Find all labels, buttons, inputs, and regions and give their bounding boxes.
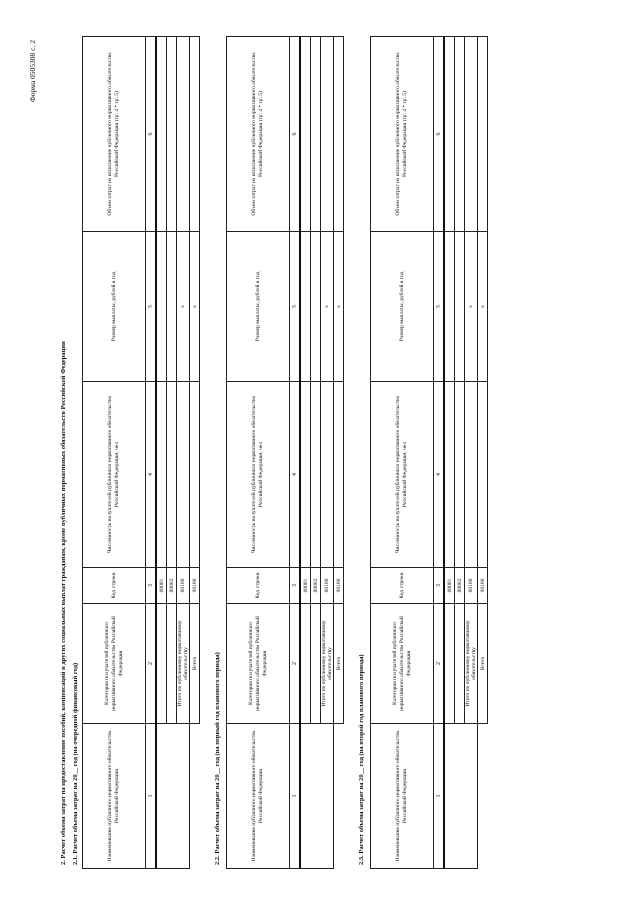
table-row [156, 37, 167, 869]
col-category-header: Категория получателей публичного нормативного обязательства Российской Федерации [227, 604, 290, 724]
col-code-header: Код строки [227, 568, 290, 604]
table-header [83, 37, 146, 869]
x-mark: x [177, 232, 190, 382]
category-cell[interactable] [300, 604, 311, 724]
volume-cell[interactable] [177, 37, 190, 232]
col-amount-header: Размер выплаты, рублей в год [371, 232, 434, 382]
col-num-1: 1 [290, 724, 301, 869]
name-cell[interactable] [156, 724, 190, 869]
calc-table-1 [82, 36, 200, 869]
count-cell[interactable] [311, 382, 321, 568]
total-row [478, 37, 488, 869]
section-title-1: 2.1. Расчет объема затрат на 20__ год (на очередной финансовый год) [72, 662, 79, 865]
calc-table-3 [370, 36, 488, 869]
col-volume-header: Объем затрат на исполнение публичного нормативного обязательства Российской Федерации (гр. 4 * гр. 5) [83, 37, 146, 232]
col-volume-header: Объем затрат на исполнение публичного нормативного обязательства Российской Федерации (гр. 4 * гр. 5) [227, 37, 290, 232]
count-cell[interactable] [455, 382, 465, 568]
table-row [444, 37, 455, 869]
main-title: 2. Расчет объема затрат на предоставление пособий, компенсаций и других социальных выплат гражданам, кроме публичных нормативных обязательств Российской Федерации [60, 341, 67, 865]
col-num-1: 1 [434, 724, 445, 869]
count-cell[interactable] [167, 382, 177, 568]
form-code: Форма 0505308 с. 2 [28, 40, 37, 103]
col-name-header: Наименование публичного нормативного обязательства Российской Федерации [371, 724, 434, 869]
volume-cell[interactable] [321, 37, 334, 232]
row-code: 00001 [156, 568, 167, 604]
volume-cell[interactable] [156, 37, 167, 232]
col-num-4: 4 [290, 382, 301, 568]
col-num-6: 6 [434, 37, 445, 232]
column-numbers-row [146, 37, 157, 869]
subtotal-code: 00100 [321, 568, 334, 604]
total-label: Всего [190, 604, 200, 724]
col-name-header: Наименование публичного нормативного обязательства Российской Федерации [83, 724, 146, 869]
volume-cell[interactable] [455, 37, 465, 232]
count-cell[interactable] [177, 382, 190, 568]
table-row [300, 37, 311, 869]
section-title-2: 2.2. Расчет объема затрат на 20__ год (на первый год планового периода) [214, 652, 221, 865]
col-name-header: Наименование публичного нормативного обязательства Российской Федерации [227, 724, 290, 869]
col-num-5: 5 [290, 232, 301, 382]
count-cell[interactable] [334, 382, 344, 568]
col-num-4: 4 [434, 382, 445, 568]
amount-cell[interactable] [300, 232, 311, 382]
row-code: 00002 [455, 568, 465, 604]
col-category-header: Категория получателей публичного нормативного обязательства Российской Федерации [83, 604, 146, 724]
col-category-header: Категория получателей публичного нормативного обязательства Российской Федерации [371, 604, 434, 724]
col-num-3: 3 [146, 568, 157, 604]
col-amount-header: Размер выплаты, рублей в год [83, 232, 146, 382]
name-cell[interactable] [444, 724, 478, 869]
total-label: Всего [478, 604, 488, 724]
volume-cell[interactable] [334, 37, 344, 232]
count-cell[interactable] [444, 382, 455, 568]
x-mark: x [321, 232, 334, 382]
row-code: 00001 [444, 568, 455, 604]
category-cell[interactable] [311, 604, 321, 724]
x-mark: x [334, 232, 344, 382]
volume-cell[interactable] [444, 37, 455, 232]
subtotal-code: 00100 [177, 568, 190, 604]
col-num-4: 4 [146, 382, 157, 568]
subtotal-code: 00100 [465, 568, 478, 604]
x-mark: x [465, 232, 478, 382]
category-cell[interactable] [156, 604, 167, 724]
row-code: 00002 [311, 568, 321, 604]
volume-cell[interactable] [478, 37, 488, 232]
row-code: 00001 [300, 568, 311, 604]
subtotal-label: Итого по публичному нормативному обязательству [177, 604, 190, 724]
col-count-header: Численность получателей публичного нормативного обязательства Российской Федерации, чел [227, 382, 290, 568]
amount-cell[interactable] [311, 232, 321, 382]
section-title-3: 2.3. Расчет объема затрат на 20__ год (на второй год планового периода) [358, 654, 365, 865]
col-num-3: 3 [434, 568, 445, 604]
col-num-6: 6 [290, 37, 301, 232]
count-cell[interactable] [321, 382, 334, 568]
category-cell[interactable] [455, 604, 465, 724]
col-volume-header: Объем затрат на исполнение публичного нормативного обязательства Российской Федерации (гр. 4 * гр. 5) [371, 37, 434, 232]
category-cell[interactable] [444, 604, 455, 724]
col-num-3: 3 [290, 568, 301, 604]
total-row [334, 37, 344, 869]
count-cell[interactable] [300, 382, 311, 568]
volume-cell[interactable] [167, 37, 177, 232]
col-num-2: 2 [146, 604, 157, 724]
col-num-6: 6 [146, 37, 157, 232]
volume-cell[interactable] [190, 37, 200, 232]
count-cell[interactable] [156, 382, 167, 568]
column-numbers-row [290, 37, 301, 869]
volume-cell[interactable] [300, 37, 311, 232]
col-count-header: Численность получателей публичного нормативного обязательства Российской Федерации, чел [83, 382, 146, 568]
col-num-2: 2 [290, 604, 301, 724]
subtotal-label: Итого по публичному нормативному обязательству [321, 604, 334, 724]
col-num-1: 1 [146, 724, 157, 869]
count-cell[interactable] [190, 382, 200, 568]
volume-cell[interactable] [465, 37, 478, 232]
table-header [227, 37, 290, 869]
total-code: 90100 [334, 568, 344, 604]
col-num-2: 2 [434, 604, 445, 724]
total-label: Всего [334, 604, 344, 724]
col-code-header: Код строки [371, 568, 434, 604]
x-mark: x [478, 232, 488, 382]
amount-cell[interactable] [444, 232, 455, 382]
amount-cell[interactable] [156, 232, 167, 382]
column-numbers-row [434, 37, 445, 869]
col-num-5: 5 [146, 232, 157, 382]
table-header [371, 37, 434, 869]
calc-table-2 [226, 36, 344, 869]
total-code: 90100 [190, 568, 200, 604]
col-amount-header: Размер выплаты, рублей в год [227, 232, 290, 382]
col-num-5: 5 [434, 232, 445, 382]
total-code: 90100 [478, 568, 488, 604]
col-code-header: Код строки [83, 568, 146, 604]
volume-cell[interactable] [311, 37, 321, 232]
count-cell[interactable] [465, 382, 478, 568]
name-cell[interactable] [300, 724, 334, 869]
amount-cell[interactable] [167, 232, 177, 382]
subtotal-label: Итого по публичному нормативному обязательству [465, 604, 478, 724]
amount-cell[interactable] [455, 232, 465, 382]
row-code: 00002 [167, 568, 177, 604]
x-mark: x [190, 232, 200, 382]
total-row [190, 37, 200, 869]
col-count-header: Численность получателей публичного нормативного обязательства Российской Федерации, чел [371, 382, 434, 568]
category-cell[interactable] [167, 604, 177, 724]
count-cell[interactable] [478, 382, 488, 568]
